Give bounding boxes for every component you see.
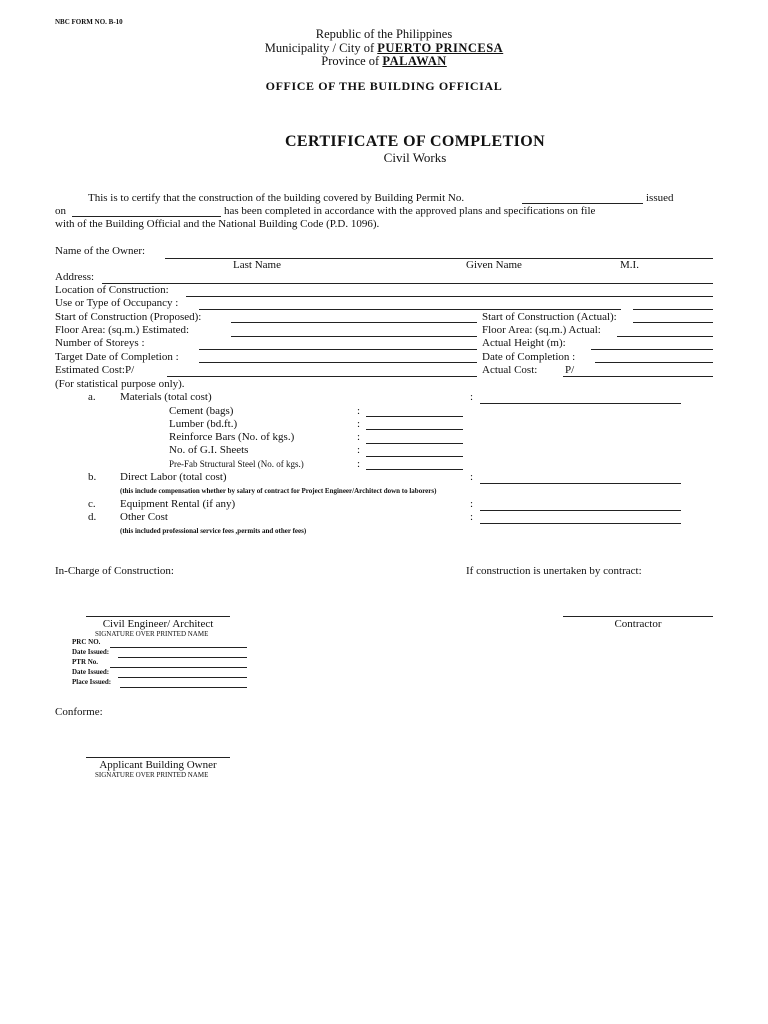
item-b-label: Direct Labor (total cost) [120,471,227,483]
start-actual-line[interactable] [633,322,713,323]
item-c-label: Equipment Rental (if any) [120,498,236,510]
material-lumber-colon: : [357,418,361,430]
contract-label: If construction is unertaken by contract: [466,565,642,577]
actual-height-label: Actual Height (m): [482,337,566,349]
body-line2-b: has been completed in accordance with the approved plans and specifications on file [224,205,596,217]
material-gi-sheets-colon: : [357,444,361,456]
use-type-line-a[interactable] [199,309,621,310]
municipality-prefix: Municipality / City of [264,41,375,55]
material-gi-sheets: No. of G.I. Sheets [169,444,249,456]
item-b-note: (this include compensation whether by salary of contract for Project Engineer/Architect down to laborers) [120,487,437,495]
location-label: Location of Construction: [55,284,169,296]
actual-height-line[interactable] [591,349,713,350]
start-proposed-label: Start of Construction (Proposed): [55,311,202,323]
place-issued-line[interactable] [120,687,247,688]
ptr-label: PTR No. [72,658,99,666]
form-number: NBC FORM NO. B-10 [55,18,123,26]
body-line1-b: issued [646,192,674,204]
item-d-letter: d. [88,511,97,523]
material-prefab-steel: Pre-Fab Structural Steel (No. of kgs.) [169,459,304,469]
header-republic: Republic of the Philippines [315,27,453,41]
owner-mi: M.I. [620,259,639,271]
address-label: Address: [55,271,95,283]
body-line2-a: on [55,205,66,217]
material-cement-colon: : [357,405,361,417]
engineer-title: Civil Engineer/ Architect [102,618,214,630]
place-issued-label: Place Issued: [72,678,112,686]
body-line1-a: This is to certify that the construction of the building covered by Building Permit No. [88,192,465,204]
material-cement: Cement (bags) [169,405,234,417]
estimated-cost-text: Estimated Cost: [55,364,125,376]
material-rebars: Reinforce Bars (No. of kgs.) [169,431,295,443]
material-lumber: Lumber (bd.ft.) [169,418,238,430]
storeys-label: Number of Storeys : [55,337,145,349]
certificate-title: CERTIFICATE OF COMPLETION [284,133,546,150]
ptr-date-issued-line[interactable] [118,677,247,678]
owner-last-name: Last Name [233,259,281,271]
use-type-label: Use or Type of Occupancy : [55,297,179,309]
owner-signature-line[interactable] [86,757,230,758]
header-municipality-line [0,41,768,55]
material-lumber-line[interactable] [366,429,463,430]
location-line[interactable] [186,296,713,297]
conforme-label: Conforme: [55,706,103,718]
applicant-owner-title: Applicant Building Owner [99,759,217,771]
estimated-cost-currency: P/ [124,364,135,376]
actual-cost-line[interactable] [563,376,713,377]
body-line3: with of the Building Official and the National Building Code (P.D. 1096). [55,218,380,230]
floor-area-est-label: Floor Area: (sq.m.) Estimated: [55,324,190,336]
statistical-note: (For statistical purpose only). [55,378,185,390]
owner-given-name: Given Name [466,259,522,271]
floor-area-act-label: Floor Area: (sq.m.) Actual: [482,324,601,336]
item-a-line[interactable] [480,403,681,404]
material-rebars-colon: : [357,431,361,443]
prc-date-issued-line[interactable] [118,657,247,658]
material-prefab-steel-colon: : [357,458,361,470]
permit-no-blank[interactable] [522,203,643,204]
municipality-value: PUERTO PRINCESA [377,41,504,55]
target-date-label: Target Date of Completion : [55,351,179,363]
completion-date-line[interactable] [595,362,713,363]
item-b-line[interactable] [480,483,681,484]
province-value: PALAWAN [382,54,447,68]
start-actual-label: Start of Construction (Actual): [482,311,617,323]
contractor-title: Contractor [614,618,662,630]
floor-area-est-line[interactable] [231,336,477,337]
prc-line[interactable] [110,647,247,648]
completion-date-label: Date of Completion : [482,351,576,363]
item-a-label: Materials (total cost) [120,391,212,403]
item-c-colon: : [470,498,474,510]
item-b-colon: : [470,471,474,483]
item-a-letter: a. [88,391,96,403]
engineer-signature-note: SIGNATURE OVER PRINTED NAME [95,630,209,638]
material-cement-line[interactable] [366,416,463,417]
estimated-cost-label [55,364,134,377]
floor-area-act-line[interactable] [617,336,713,337]
incharge-label: In-Charge of Construction: [55,565,174,577]
prc-date-issued-label: Date Issued: [72,648,110,656]
item-d-line[interactable] [480,523,681,524]
material-rebars-line[interactable] [366,443,463,444]
ptr-line[interactable] [110,667,247,668]
office-title: OFFICE OF THE BUILDING OFFICIAL [265,79,503,93]
actual-cost-currency: P/ [565,364,575,376]
ptr-date-issued-label: Date Issued: [72,668,110,676]
target-date-line[interactable] [199,362,477,363]
material-prefab-steel-line[interactable] [366,469,463,470]
use-type-line-b[interactable] [633,309,713,310]
estimated-cost-line[interactable] [167,376,477,377]
owner-label: Name of the Owner: [55,245,146,257]
header-province-line [0,54,768,68]
engineer-signature-line[interactable] [86,616,230,617]
issued-on-blank[interactable] [72,216,221,217]
prc-label: PRC NO. [72,638,101,646]
item-a-colon: : [470,391,474,403]
certificate-subtitle: Civil Works [383,150,447,165]
storeys-line[interactable] [199,349,477,350]
owner-signature-note: SIGNATURE OVER PRINTED NAME [95,771,209,779]
actual-cost-label: Actual Cost: [482,364,538,376]
start-proposed-line[interactable] [231,322,477,323]
item-c-letter: c. [88,498,96,510]
item-b-letter: b. [88,471,97,483]
address-line[interactable] [102,283,713,284]
item-d-label: Other Cost [120,511,168,523]
contractor-signature-line[interactable] [563,616,713,617]
material-gi-sheets-line[interactable] [366,456,463,457]
province-prefix: Province of [321,54,380,68]
item-d-note: (this included professional service fees ,permits and other fees) [120,527,307,535]
item-d-colon: : [470,511,474,523]
item-c-line[interactable] [480,510,681,511]
